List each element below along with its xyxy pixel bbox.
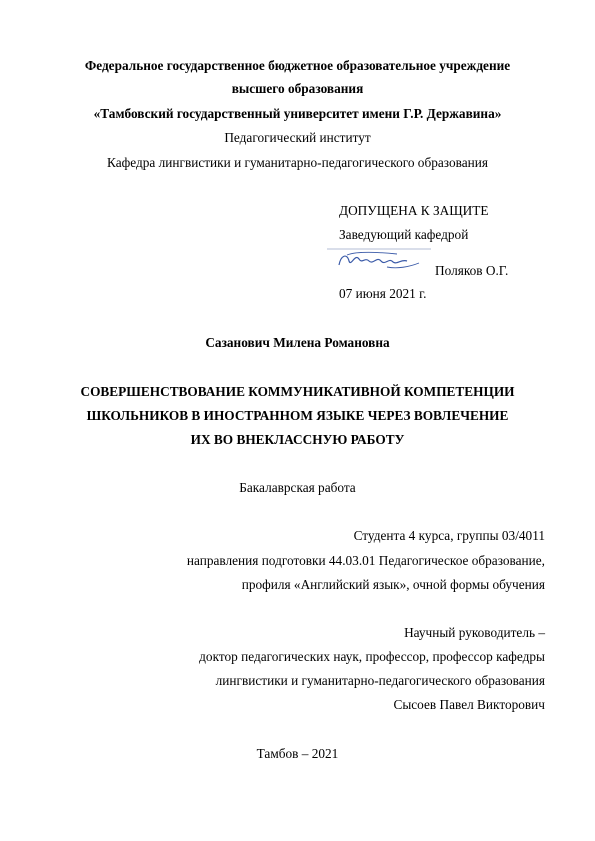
thesis-title-line-2: ШКОЛЬНИКОВ В ИНОСТРАННОМ ЯЗЫКЕ ЧЕРЕЗ ВОВЛЕЧЕНИЕ bbox=[86, 408, 509, 423]
supervisor-name: Сысоев Павел Викторович bbox=[393, 697, 545, 712]
approval-date: 07 июня 2021 г. bbox=[339, 286, 427, 301]
student-line-1: Студента 4 курса, группы 03/4011 bbox=[353, 528, 545, 543]
student-line-3: профиля «Английский язык», очной формы обучения bbox=[241, 577, 545, 592]
approval-status: ДОПУЩЕНА К ЗАЩИТЕ bbox=[339, 203, 489, 218]
university-name: «Тамбовский государственный университет имени Г.Р. Державина» bbox=[93, 106, 502, 121]
author-name: Сазанович Милена Романовна bbox=[205, 335, 390, 350]
city-year: Тамбов – 2021 bbox=[256, 746, 339, 761]
approval-role: Заведующий кафедрой bbox=[339, 227, 469, 242]
department-name: Кафедра лингвистики и гуманитарно-педагогического образования bbox=[107, 155, 488, 170]
org-line-1: Федеральное государственное бюджетное образовательное учреждение bbox=[84, 58, 511, 73]
supervisor-line-1: Научный руководитель – bbox=[404, 625, 545, 640]
supervisor-line-2: доктор педагогических наук, профессор, профессор кафедры bbox=[199, 649, 545, 664]
thesis-title-line-3: ИХ ВО ВНЕКЛАССНУЮ РАБОТУ bbox=[190, 432, 405, 447]
work-type: Бакалаврская работа bbox=[239, 480, 356, 495]
institute-name: Педагогический институт bbox=[224, 130, 371, 145]
student-line-2: направления подготовки 44.03.01 Педагогическое образование, bbox=[186, 553, 545, 568]
thesis-title-line-1: СОВЕРШЕНСТВОВАНИЕ КОММУНИКАТИВНОЙ КОМПЕТЕНЦИИ bbox=[80, 384, 515, 399]
handwritten-signature bbox=[327, 247, 431, 273]
approval-name: Поляков О.Г. bbox=[435, 263, 509, 278]
supervisor-line-3: лингвистики и гуманитарно-педагогического образования bbox=[215, 673, 545, 688]
org-line-2: высшего образования bbox=[231, 81, 364, 96]
